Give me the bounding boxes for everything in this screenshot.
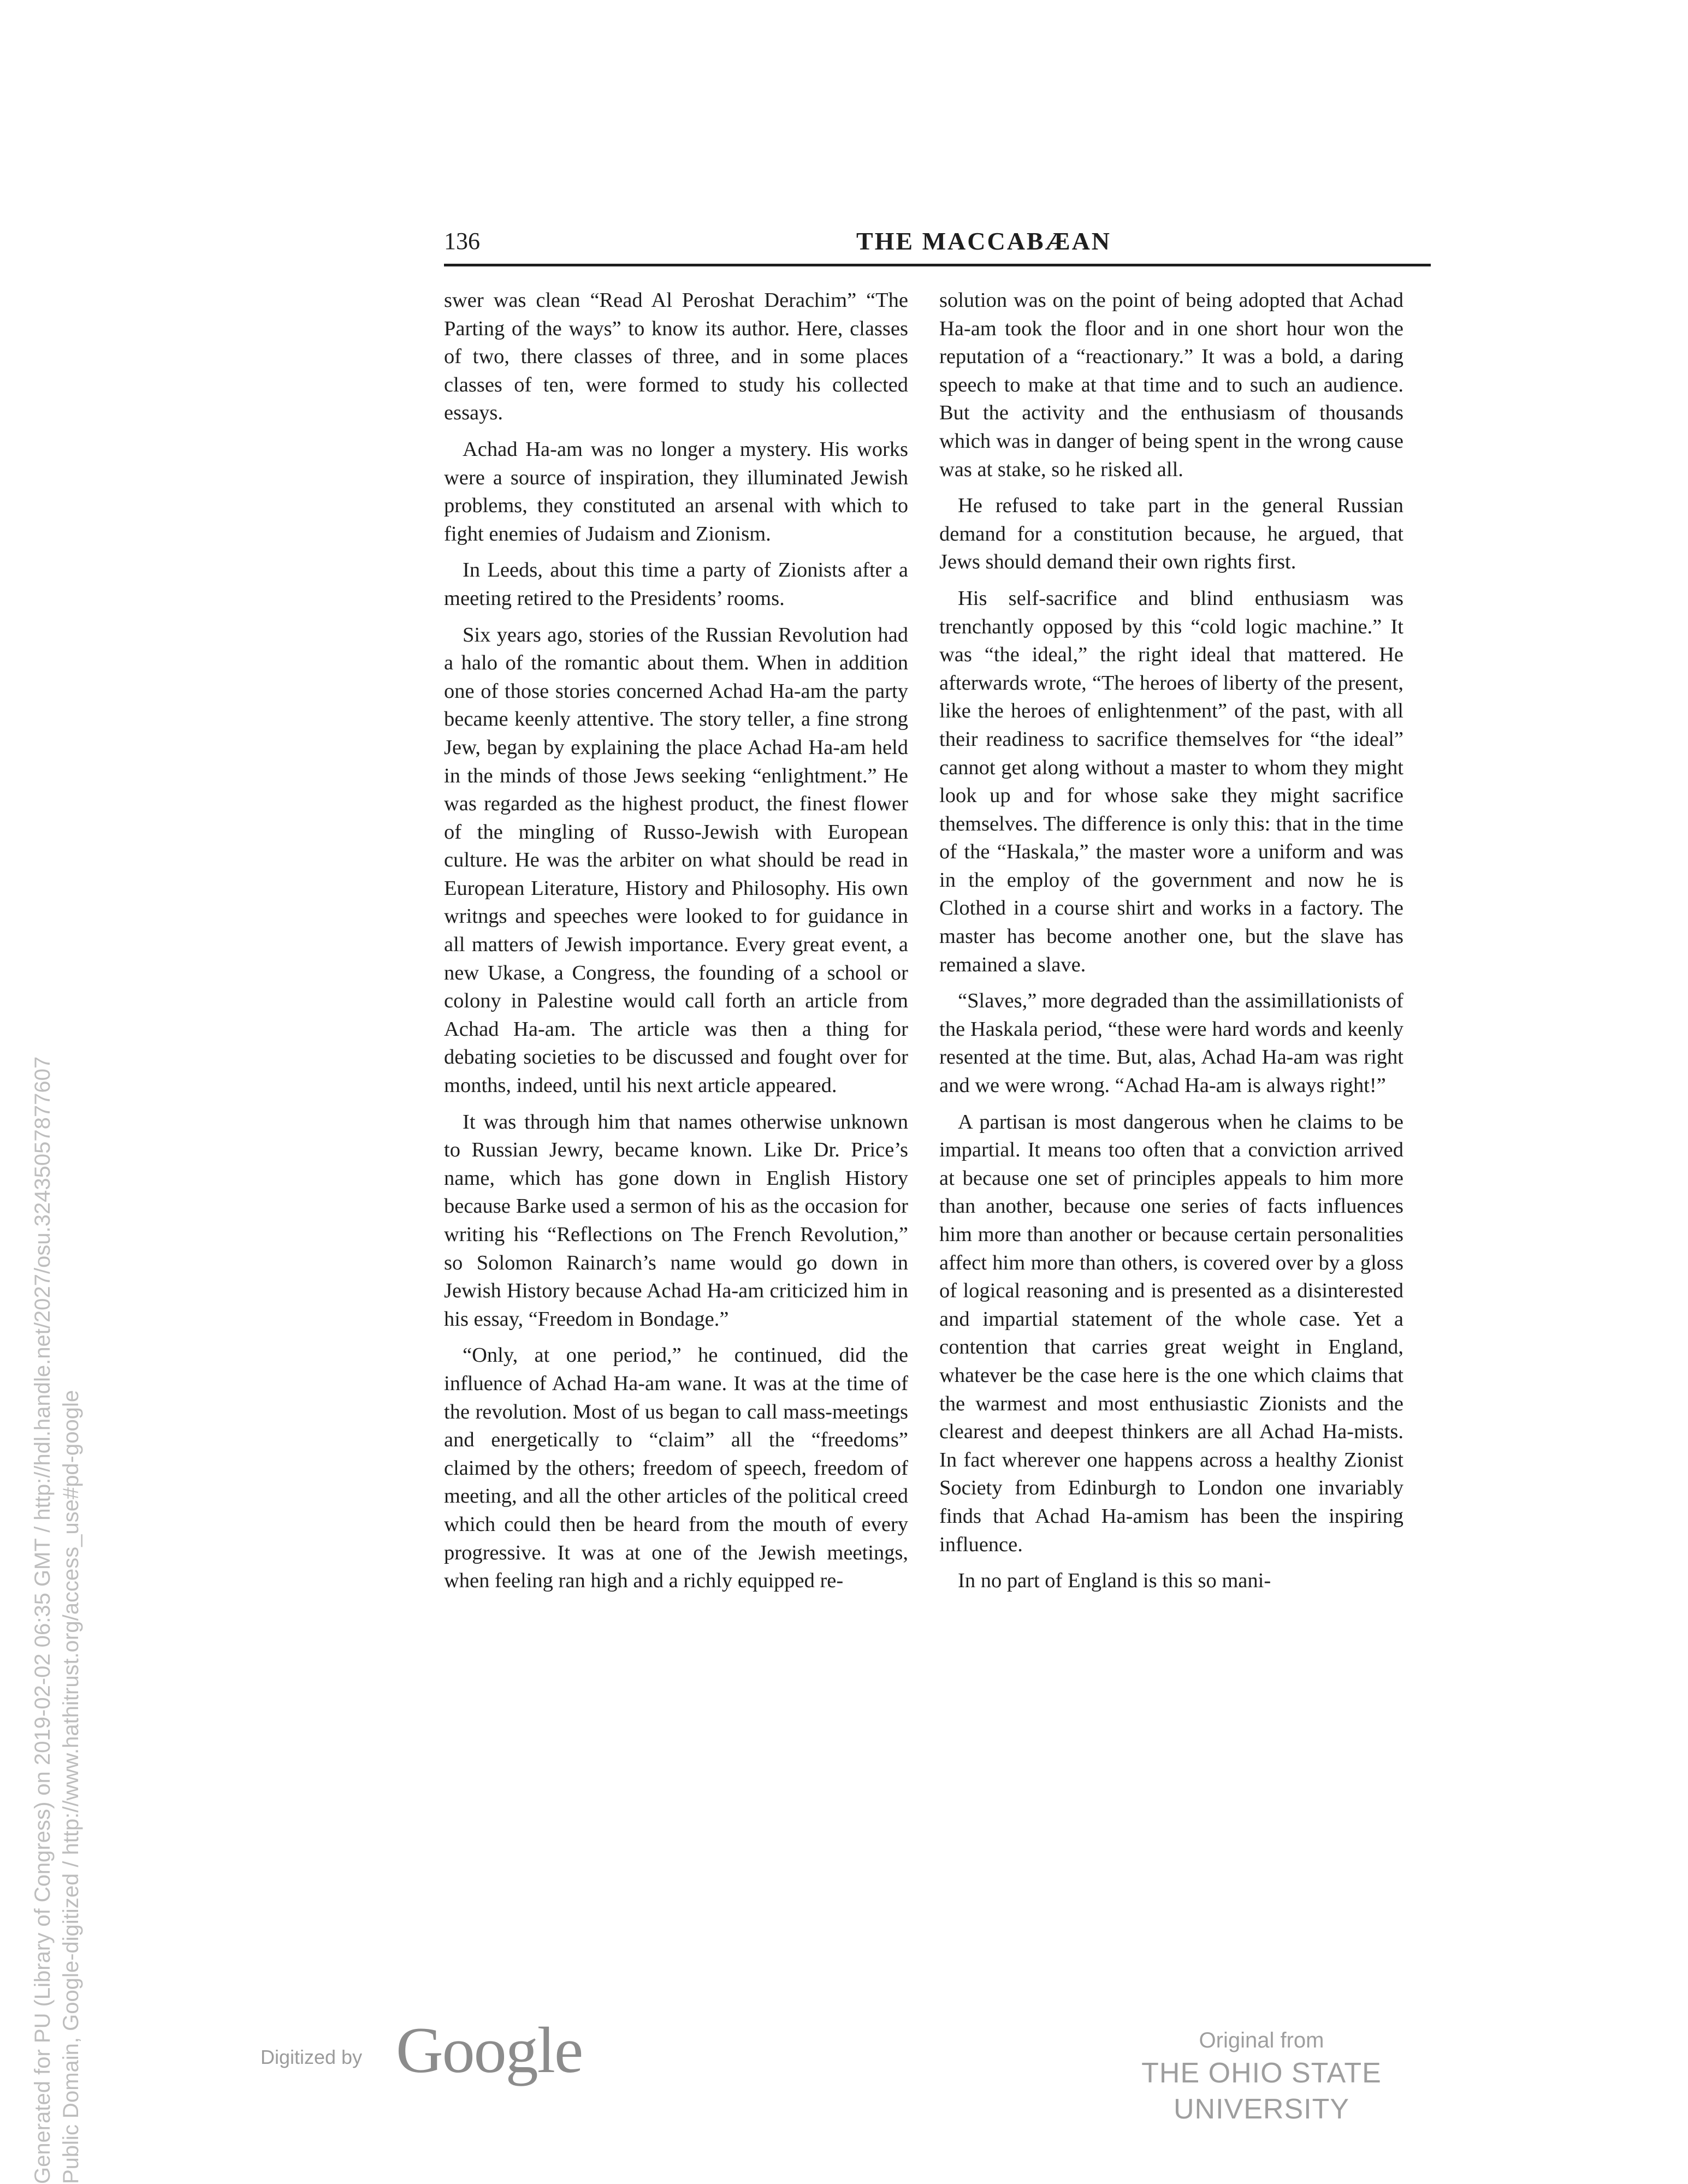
paragraph: In Leeds, about this time a party of Zionists after a meeting retired to the Presidents’ rooms. (444, 559, 908, 610)
stamp-line-generated: Generated for PU (Library of Congress) on 2019-02-02 06:35 GMT / http://hdl.handle.net/2027/osu.32435057877607 (31, 1056, 55, 2184)
google-logo: Google (396, 2014, 583, 2086)
paragraph: A partisan is most dangerous when he claims to be impartial. It means too often that a conviction arrived at because one set of principles appeals to him more than another, because one series of facts influences him more than another or because certain personalities affect him more than others, is covered over by a gloss of logical reasoning and is presented as a disinterested and impartial statement of the whole case. Yet a contention that carries great weight in England, whatever be the case here is the one which claims that the warmest and most enthusiastic Zionists and the clearest and deepest thinkers are all Achad Ha-mists. In fact wherever one happens across a healthy Zionist Society from Edinburgh to London one invariably finds that Achad Ha-amism has been the inspiring influence. (939, 1110, 1403, 1556)
hathitrust-stamp (28, 1057, 85, 2184)
paragraph: In no part of England is this so mani- (958, 1569, 1271, 1593)
digitized-by-google (260, 2014, 599, 2086)
journal-title: THE MACCABÆAN (856, 227, 1112, 255)
paragraph: “Only, at one period,” he continued, did the influence of Achad Ha-am wane. It was at the time of the revolution. Most of us began to call mass-meetings and energetically to “claim” all the “freedoms” claimed by the others; freedom of speech, freedom of meeting, and all the other articles of the political creed which could then be heard from the mouth of every progressive. It was at one of the Jewish meetings, when feeling ran high and a richly equipped re- (444, 1344, 908, 1593)
stamp-line-public-domain: Public Domain, Google-digitized / http://www.hathitrust.org/access_use#pd-google (59, 1390, 83, 2184)
original-from-label: Original from (1199, 2028, 1324, 2052)
left-column (444, 287, 908, 1604)
paragraph: swer was clean “Read Al Peroshat Derachim” “The Parting of the ways” to know its author. Here, classes of two, there classes of three, and in some places classes of ten, were formed to study his collected essays. (444, 289, 908, 425)
right-column (939, 287, 1403, 1604)
original-source (1070, 2026, 1453, 2127)
paragraph: solution was on the point of being adopted that Achad Ha-am took the floor and in one short hour won the reputation of a “reactionary.” It was a bold, a daring speech to make at that time and to such an audience. But the activity and the enthusiasm of thousands which was in danger of being spent in the wrong cause was at stake, so he risked all. (939, 289, 1403, 481)
page-header (444, 225, 1431, 262)
header-rule (444, 264, 1431, 266)
page-number: 136 (444, 228, 480, 254)
paragraph: His self-sacrifice and blind enthusiasm was trenchantly opposed by this “cold logic machine.” It was “the ideal,” the right ideal that mattered. He afterwards wrote, “The heroes of liberty of the present, like the heroes of enlightenment” of the past, with all their readiness to sacrifice themselves for “the ideal” cannot get along without a master to whom they might look up and for whose sake they might sacrifice themselves. The difference is only this: that in the time of the “Haskala,” the master wore a uniform and was in the employ of the government and now he is Clothed in a course shirt and works in a factory. The master has become another one, but the slave has remained a slave. (939, 586, 1403, 976)
paragraph: He refused to take part in the general Russian demand for a constitution because, he argued, that Jews should demand their own rights first. (939, 494, 1403, 574)
paragraph: Six years ago, stories of the Russian Revolution had a halo of the romantic about them. When in addition one of those stories concerned Achad Ha-am the party became keenly attentive. The story teller, a fine strong Jew, began by explaining the place Achad Ha-am held in the minds of those Jews seeking “enlightment.” He was regarded as the highest product, the finest flower of the mingling of Russo-Jewish with European culture. He was the arbiter on what should be read in European Literature, History and Philosophy. His own writngs and speeches were looked to for guidance in all matters of Jewish importance. Every great event, a new Ukase, a Congress, the founding of a school or colony in Palestine would call forth an article from Achad Ha-am. The article was then a thing for debating societies to be discussed and fought over for months, indeed, until his next article appeared. (444, 623, 908, 1097)
paragraph: Achad Ha-am was no longer a mystery. His works were a source of inspiration, they illuminated Jewish problems, they constituted an arsenal with which to fight enemies of Judaism and Zionism. (444, 437, 908, 545)
university-name: THE OHIO STATE UNIVERSITY (1141, 2057, 1382, 2125)
paragraph: It was through him that names otherwise unknown to Russian Jewry, became known. Like Dr. Price’s name, which has gone down in English History because Barke used a sermon of his as the occasion for writing his “Reflections on The French Revolution,” so Solomon Rainarch’s name would go down in Jewish History because Achad Ha-am criticized him in his essay, “Freedom in Bondage.” (444, 1110, 908, 1331)
paragraph: “Slaves,” more degraded than the assimillationists of the Haskala period, “these were hard words and keenly resented at the time. But, alas, Achad Ha-am was right and we were wrong. “Achad Ha-am is always right!” (939, 989, 1403, 1097)
digitized-by-label: Digitized by (260, 2046, 363, 2068)
